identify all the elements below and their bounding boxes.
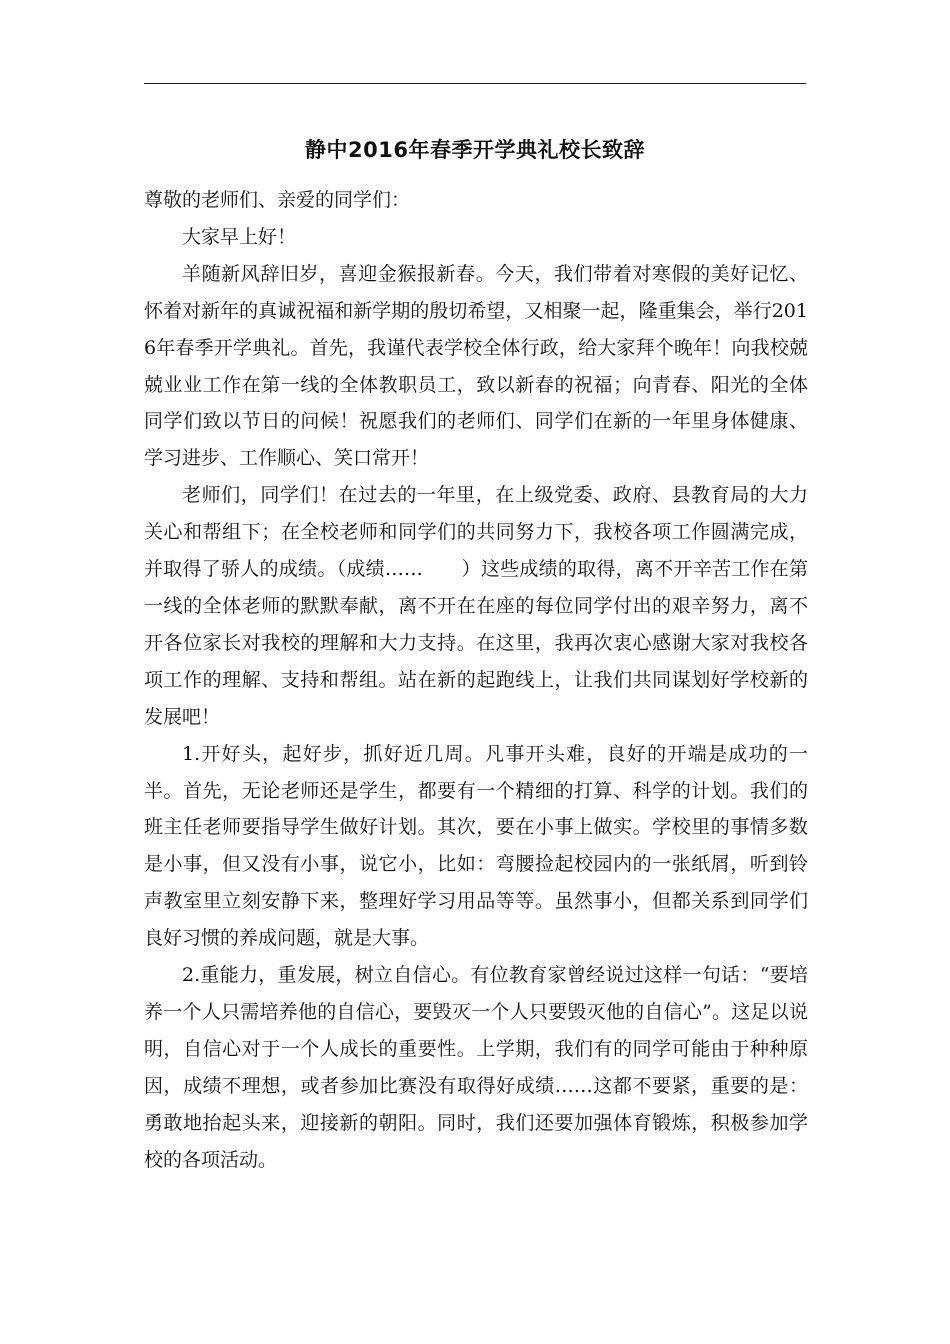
paragraph-new-year: 羊随新风辞旧岁，喜迎金猴报新春。今天，我们带着对寒假的美好记忆、怀着对新年的真诚祝福和新学期的殷切希望，又相聚一起，隆重集会，举行2016年春季开学典礼。首先，我谨代表学校全体行政，给大家拜个晚年！向我校兢兢业业工作在第一线的全体教职员工，致以新春的祝福；向青春、阳光的全体同学们致以节日的问候！祝愿我们的老师们、同学们在新的一年里身体健康、学习进步、工作顺心、笑口常开！ [144, 262, 808, 470]
paragraph-achievements: 老师们，同学们！在过去的一年里，在上级党委、政府、县教育局的大力关心和帮组下；在全校老师和同学们的共同努力下，我校各项工作圆满完成，并取得了骄人的成绩。（成绩…… ）这些成绩的取得，离不开辛苦工作在第一线的全体老师的默默奉献，离不开在在座的每位同学付出的艰辛努力，离不开各位家长对我校的理解和大力支持。在这里，我再次衷心感谢大家对我校各项工作的理解、支持和帮组。站在新的起跑线上，让我们共同谋划好学校新的发展吧！ [144, 484, 808, 728]
document-body [144, 182, 808, 1178]
paragraph-greeting: 大家早上好！ [182, 225, 297, 248]
paragraph-point-2: 2.重能力，重发展，树立自信心。有位教育家曾经说过这样一句话：“要培养一个人只需培养他的自信心，要毁灭一个人只要毁灭他的自信心”。这足以说明，自信心对于一个人成长的重要性。上学期，我们有的同学可能由于种种原因，成绩不理想，或者参加比赛没有取得好成绩……这都不要紧，重要的是：勇敢地抬起头来，迎接新的朝阳。同时，我们还要加强体育锻炼，积极参加学校的各项活动。 [144, 964, 808, 1171]
document-title: 静中2016年春季开学典礼校长致辞 [305, 138, 645, 162]
header-rule [144, 83, 806, 84]
salutation: 尊敬的老师们、亲爱的同学们： [144, 189, 411, 211]
paragraph-point-1: 1.开好头，起好步，抓好近几周。凡事开头难，良好的开端是成功的一半。首先，无论老师还是学生，都要有一个精细的打算、科学的计划。我们的班主任老师要指导学生做好计划。其次，要在小事上做实。学校里的事情多数是小事，但又没有小事，说它小，比如：弯腰捡起校园内的一张纸屑，听到铃声教室里立刻安静下来，整理好学习用品等等。虽然事小，但都关系到同学们良好习惯的养成问题，就是大事。 [144, 742, 808, 950]
